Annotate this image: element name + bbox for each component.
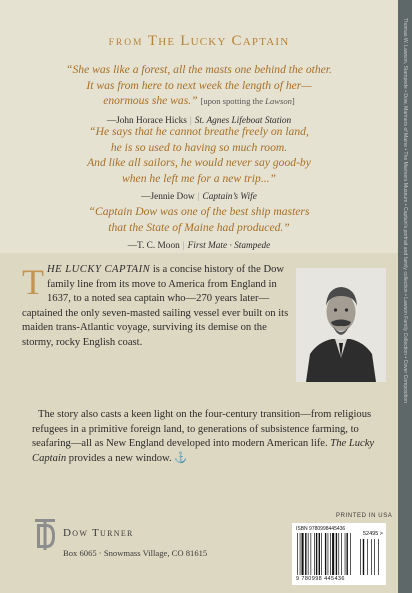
book-title-italic: The Lucky Captain: [32, 438, 375, 464]
quote-1-attribution: —John Horace Hicks | St. Agnes Lifeboat Station: [106, 115, 292, 126]
description-paragraph-1: THE LUCKY CAPTAIN is a concise history of the Dow family line from its move to America from England in 1637, to a noted sea captain who—270 years later—captained the only seven-masted sailing vessel ever built on its maiden trans-Atlantic voyage, surviving its demise on the stormy, rocky English coast.: [22, 262, 289, 348]
author-portrait: [296, 268, 386, 382]
barcode-bar: [316, 533, 317, 575]
drop-cap: T: [22, 262, 44, 302]
quote-2: [0, 124, 398, 202]
anchor-icon: ⚓: [174, 452, 188, 464]
barcode-bar: [325, 533, 326, 575]
description-paragraph-2: The story also casts a keen light on the four-century transition—from religious refugees in a primitive foreign land, to generations of subsistence farming, to seafaring—all as New England developed into modern American life. The Lucky Captain provides a new window. ⚓: [32, 409, 375, 464]
barcode-bar: [321, 533, 322, 575]
price-code: 52495 >: [362, 531, 383, 537]
barcode-bar: [330, 533, 331, 575]
addon-bar: [360, 539, 361, 575]
portrait-image: [296, 268, 386, 382]
barcode-bar: [308, 533, 309, 575]
header: [0, 33, 398, 50]
quote-2-text: “He says that he cannot breathe freely on land, he is so used to having so much room. And like all sailors, he would never say good-by when he left me for a new trip...”: [87, 125, 311, 185]
quote-2-attribution: —Jennie Dow | Captain’s Wife: [141, 192, 257, 203]
barcode-bar: [305, 533, 306, 575]
barcode-bar: [302, 533, 304, 575]
addon-bar: [371, 539, 372, 575]
barcode-bar: [300, 533, 301, 575]
barcode-bar: [347, 533, 348, 575]
quote-3: [0, 204, 398, 251]
barcode-bar: [332, 533, 334, 575]
addon-bar: [363, 539, 364, 575]
isbn-barcode: [292, 523, 386, 585]
barcode-bar: [341, 533, 342, 575]
barcode-bar: [311, 533, 312, 575]
book-title-inline: HE LUCKY CAPTAIN: [47, 264, 151, 275]
quote-1-note: [upon spotting the Lawson]: [200, 96, 295, 107]
barcode-bar: [328, 533, 329, 575]
publisher-name: Dow Turner: [63, 527, 134, 539]
header-title: The Lucky Captain: [147, 33, 290, 49]
quote-3-text: “Captain Dow was one of the best ship masters that the State of Maine had produced.”: [88, 205, 310, 234]
publisher-address: Box 6065 · Snowmass Village, CO 81615: [63, 548, 208, 558]
addon-bar: [374, 539, 375, 575]
printed-in-label: PRINTED IN USA: [336, 513, 393, 519]
barcode-bar: [319, 533, 320, 575]
barcode-bar: [350, 533, 351, 575]
quote-1: [0, 62, 398, 126]
barcode-bar: [338, 533, 339, 575]
quote-3-attribution: —T. C. Moon | First Mate · Stampede: [127, 241, 271, 252]
publisher-logo-icon: [34, 518, 56, 552]
barcode-bar: [345, 533, 346, 575]
spine-strip: [398, 0, 412, 593]
spine-credits: Thomas W. Lawson, Stampede • Dow, Mariners of Maine • The Mariners Museum • Captain's portrait and family collection • Lawson Family Collection • Cover Composition: [402, 18, 408, 403]
header-prefix: FROM: [108, 38, 144, 48]
barcode-bar: [314, 533, 315, 575]
isbn-label: ISBN 9780998445436: [296, 526, 346, 532]
addon-bar: [367, 539, 368, 575]
barcode-bar: [297, 533, 298, 575]
isbn-number: 9 780998 445436: [296, 576, 345, 582]
quote-1-text: “She was like a forest, all the masts one behind the other. It was from here to next week the length of her— enormous she was.” [upon spotting the Lawson]: [66, 63, 332, 108]
barcode-bar: [336, 533, 337, 575]
addon-bar: [378, 539, 379, 575]
